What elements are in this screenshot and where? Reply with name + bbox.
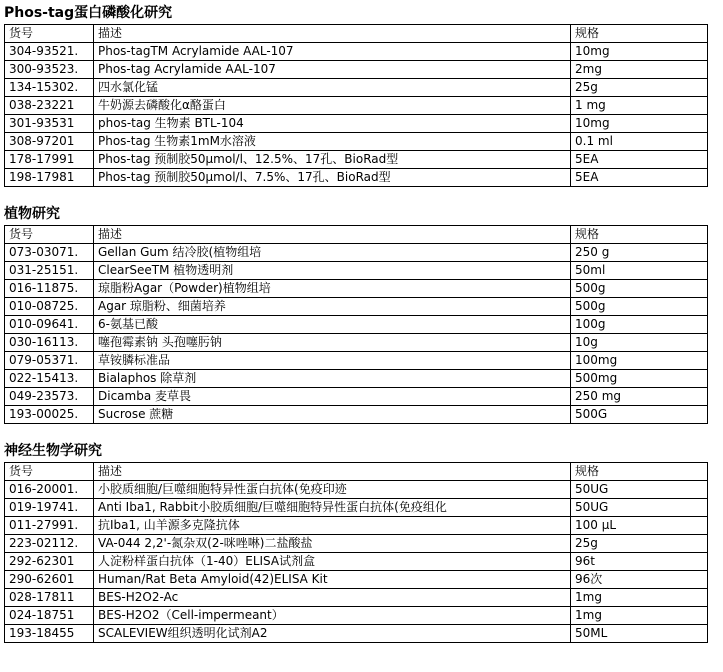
cell-code: 301-93531 bbox=[5, 115, 94, 133]
table-row bbox=[5, 589, 708, 607]
cell-description: Phos-tag 生物素1mM水溶液 bbox=[94, 133, 571, 151]
cell-code: 011-27991. bbox=[5, 517, 94, 535]
table-row bbox=[5, 79, 708, 97]
table-row bbox=[5, 625, 708, 643]
table-row bbox=[5, 571, 708, 589]
cell-description: 噻孢霉素钠 头孢噻肟钠 bbox=[94, 334, 571, 352]
cell-description: Gellan Gum 结冷胶(植物组培 bbox=[94, 244, 571, 262]
cell-description: Phos-tag 预制胶50μmol/l、12.5%、17孔、BioRad型 bbox=[94, 151, 571, 169]
table-row bbox=[5, 517, 708, 535]
cell-description: 草铵膦标准品 bbox=[94, 352, 571, 370]
cell-description: 6-氨基已酸 bbox=[94, 316, 571, 334]
table-row bbox=[5, 334, 708, 352]
table-row bbox=[5, 280, 708, 298]
cell-code: 038-23221 bbox=[5, 97, 94, 115]
cell-description: 牛奶源去磷酸化α酪蛋白 bbox=[94, 97, 571, 115]
header-cell-description: 描述 bbox=[94, 226, 571, 244]
cell-code: 019-19741. bbox=[5, 499, 94, 517]
cell-code: 022-15413. bbox=[5, 370, 94, 388]
cell-code: 010-09641. bbox=[5, 316, 94, 334]
cell-code: 073-03071. bbox=[5, 244, 94, 262]
cell-description: Dicamba 麦草畏 bbox=[94, 388, 571, 406]
cell-code: 193-00025. bbox=[5, 406, 94, 424]
header-cell-code: 货号 bbox=[5, 226, 94, 244]
cell-code: 198-17981 bbox=[5, 169, 94, 187]
cell-code: 292-62301 bbox=[5, 553, 94, 571]
header-cell-spec: 规格 bbox=[571, 463, 708, 481]
cell-spec: 10g bbox=[571, 334, 708, 352]
table-row bbox=[5, 535, 708, 553]
cell-spec: 96次 bbox=[571, 571, 708, 589]
cell-code: 016-20001. bbox=[5, 481, 94, 499]
table-row bbox=[5, 370, 708, 388]
cell-description: Sucrose 蔗糖 bbox=[94, 406, 571, 424]
section-neurobiology bbox=[0, 442, 723, 643]
cell-description: SCALEVIEW组织透明化试剂A2 bbox=[94, 625, 571, 643]
cell-spec: 500mg bbox=[571, 370, 708, 388]
table-row bbox=[5, 262, 708, 280]
cell-code: 031-25151. bbox=[5, 262, 94, 280]
header-cell-spec: 规格 bbox=[571, 226, 708, 244]
section-phostag bbox=[0, 4, 723, 187]
cell-code: 308-97201 bbox=[5, 133, 94, 151]
product-table bbox=[4, 462, 708, 643]
table-row bbox=[5, 352, 708, 370]
section-title: 神经生物学研究 bbox=[4, 443, 102, 459]
table-row bbox=[5, 316, 708, 334]
product-table bbox=[4, 24, 708, 187]
table-row bbox=[5, 553, 708, 571]
table-row bbox=[5, 115, 708, 133]
cell-code: 024-18751 bbox=[5, 607, 94, 625]
cell-spec: 100 μL bbox=[571, 517, 708, 535]
cell-code: 304-93521. bbox=[5, 43, 94, 61]
header-cell-spec: 规格 bbox=[571, 25, 708, 43]
cell-spec: 50UG bbox=[571, 481, 708, 499]
cell-code: 290-62601 bbox=[5, 571, 94, 589]
cell-description: phos-tag 生物素 BTL-104 bbox=[94, 115, 571, 133]
table-row bbox=[5, 244, 708, 262]
cell-description: 小胶质细胞/巨噬细胞特异性蛋白抗体(免疫印迹 bbox=[94, 481, 571, 499]
table-row bbox=[5, 43, 708, 61]
cell-description: Anti Iba1, Rabbit小胶质细胞/巨噬细胞特异性蛋白抗体(免疫组化 bbox=[94, 499, 571, 517]
product-table bbox=[4, 225, 708, 424]
cell-code: 016-11875. bbox=[5, 280, 94, 298]
header-cell-description: 描述 bbox=[94, 25, 571, 43]
cell-spec: 96t bbox=[571, 553, 708, 571]
cell-code: 079-05371. bbox=[5, 352, 94, 370]
cell-spec: 1mg bbox=[571, 589, 708, 607]
cell-spec: 50ML bbox=[571, 625, 708, 643]
cell-spec: 250 mg bbox=[571, 388, 708, 406]
cell-spec: 500g bbox=[571, 298, 708, 316]
cell-spec: 5EA bbox=[571, 151, 708, 169]
cell-spec: 2mg bbox=[571, 61, 708, 79]
table-header-row bbox=[5, 25, 708, 43]
cell-code: 010-08725. bbox=[5, 298, 94, 316]
table-row bbox=[5, 481, 708, 499]
cell-spec: 500g bbox=[571, 280, 708, 298]
cell-code: 030-16113. bbox=[5, 334, 94, 352]
table-row bbox=[5, 97, 708, 115]
header-cell-code: 货号 bbox=[5, 25, 94, 43]
section-title: 植物研究 bbox=[4, 206, 60, 222]
header-cell-description: 描述 bbox=[94, 463, 571, 481]
cell-code: 223-02112. bbox=[5, 535, 94, 553]
cell-description: Agar 琼脂粉、细菌培养 bbox=[94, 298, 571, 316]
table-row bbox=[5, 61, 708, 79]
cell-code: 049-23573. bbox=[5, 388, 94, 406]
cell-code: 193-18455 bbox=[5, 625, 94, 643]
cell-description: BES-H2O2-Ac bbox=[94, 589, 571, 607]
table-row bbox=[5, 169, 708, 187]
cell-spec: 1mg bbox=[571, 607, 708, 625]
section-spacer bbox=[0, 424, 723, 442]
cell-description: 琼脂粉Agar（Powder)植物组培 bbox=[94, 280, 571, 298]
cell-spec: 1 mg bbox=[571, 97, 708, 115]
table-row bbox=[5, 151, 708, 169]
cell-spec: 250 g bbox=[571, 244, 708, 262]
cell-spec: 5EA bbox=[571, 169, 708, 187]
cell-description: ClearSeeTM 植物透明剂 bbox=[94, 262, 571, 280]
table-row bbox=[5, 388, 708, 406]
cell-spec: 10mg bbox=[571, 43, 708, 61]
header-cell-code: 货号 bbox=[5, 463, 94, 481]
cell-spec: 50ml bbox=[571, 262, 708, 280]
cell-spec: 25g bbox=[571, 79, 708, 97]
table-header-row bbox=[5, 226, 708, 244]
cell-code: 028-17811 bbox=[5, 589, 94, 607]
section-plant-research bbox=[0, 205, 723, 424]
section-spacer bbox=[0, 187, 723, 205]
cell-spec: 25g bbox=[571, 535, 708, 553]
cell-spec: 10mg bbox=[571, 115, 708, 133]
table-header-row bbox=[5, 463, 708, 481]
cell-description: Phos-tag 预制胶50μmol/l、7.5%、17孔、BioRad型 bbox=[94, 169, 571, 187]
cell-description: Bialaphos 除草剂 bbox=[94, 370, 571, 388]
cell-spec: 100mg bbox=[571, 352, 708, 370]
table-row bbox=[5, 406, 708, 424]
cell-code: 134-15302. bbox=[5, 79, 94, 97]
table-row bbox=[5, 298, 708, 316]
cell-description: 四水氯化锰 bbox=[94, 79, 571, 97]
cell-spec: 50UG bbox=[571, 499, 708, 517]
cell-spec: 100g bbox=[571, 316, 708, 334]
cell-description: BES-H2O2（Cell-impermeant） bbox=[94, 607, 571, 625]
cell-description: 抗Iba1, 山羊源多克隆抗体 bbox=[94, 517, 571, 535]
cell-description: 人淀粉样蛋白抗体（1-40）ELISA试剂盒 bbox=[94, 553, 571, 571]
cell-code: 300-93523. bbox=[5, 61, 94, 79]
cell-description: Phos-tagTM Acrylamide AAL-107 bbox=[94, 43, 571, 61]
cell-spec: 0.1 ml bbox=[571, 133, 708, 151]
cell-description: Human/Rat Beta Amyloid(42)ELISA Kit bbox=[94, 571, 571, 589]
table-row bbox=[5, 607, 708, 625]
cell-description: Phos-tag Acrylamide AAL-107 bbox=[94, 61, 571, 79]
section-title: Phos-tag蛋白磷酸化研究 bbox=[4, 5, 173, 21]
cell-description: VA-044 2,2'-氮杂双(2-咪唑啉)二盐酸盐 bbox=[94, 535, 571, 553]
cell-code: 178-17991 bbox=[5, 151, 94, 169]
table-row bbox=[5, 499, 708, 517]
table-row bbox=[5, 133, 708, 151]
cell-spec: 500G bbox=[571, 406, 708, 424]
